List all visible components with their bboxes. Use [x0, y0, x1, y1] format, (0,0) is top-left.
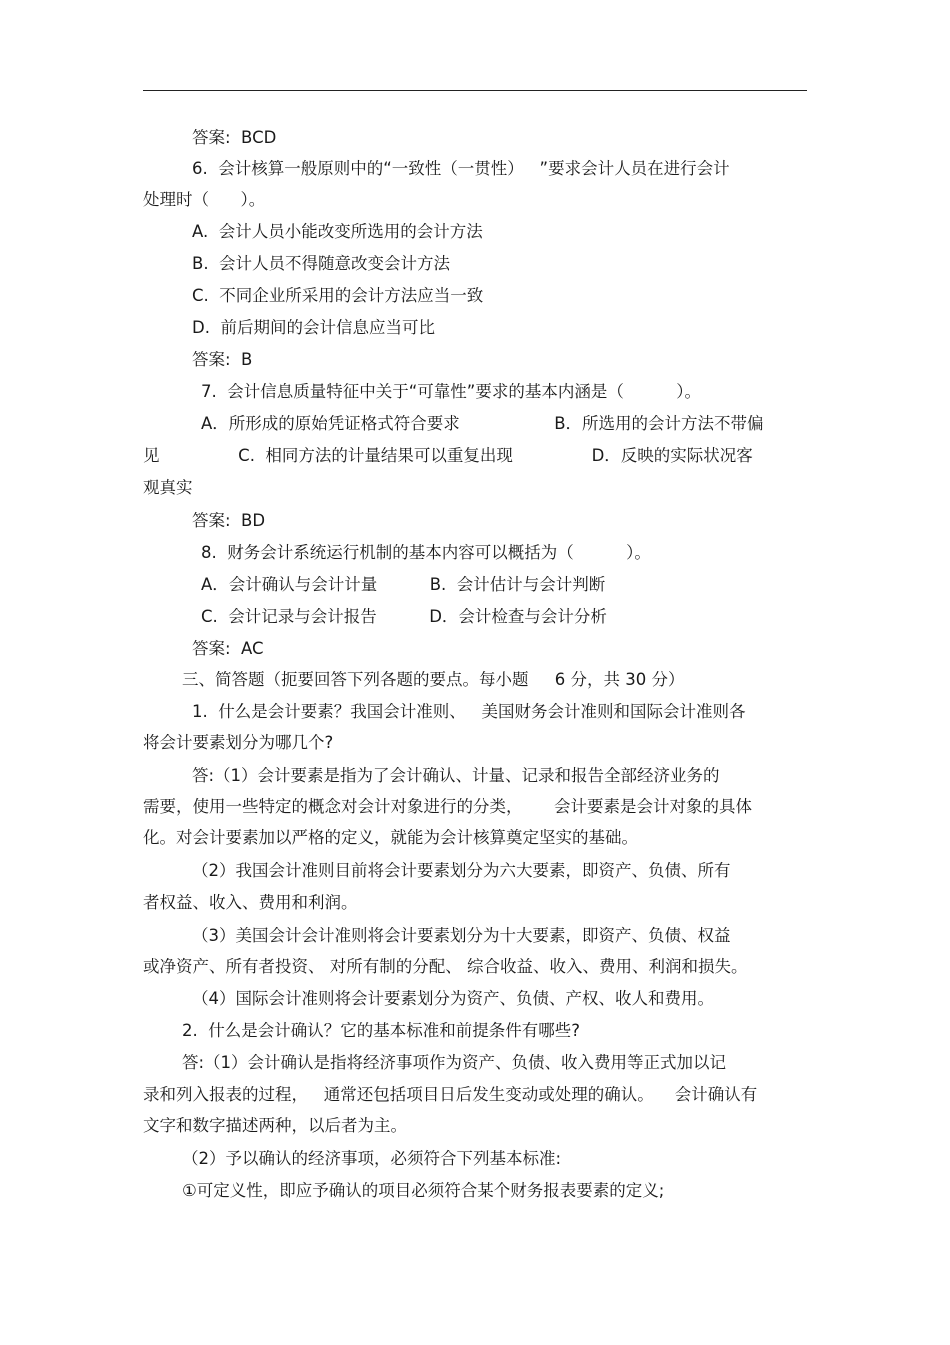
option-line: 见 C. 相同方法的计量结果可以重复出现 D．反映的实际状况客 — [143, 446, 753, 465]
answer-paragraph-line: 者权益、收入、费用和利润。 — [143, 893, 358, 912]
option-line: 观真实 — [143, 478, 193, 497]
option-line: D. 前后期间的会计信息应当可比 — [192, 318, 435, 337]
answer-paragraph-line: （4）国际会计准则将会计要素划分为资产、负债、产权、收人和费用。 — [192, 989, 714, 1008]
answer-paragraph-line: 需要，使用一些特定的概念对会计对象进行的分类， 会计要素是会计对象的具体 — [143, 797, 752, 816]
answer-paragraph-line: （3）美国会计会计准则将会计要素划分为十大要素，即资产、负债、权益 — [192, 926, 731, 945]
answer-paragraph-line: 录和列入报表的过程， 通常还包括项目日后发生变动或处理的确认。 会计确认有 — [143, 1085, 758, 1104]
question-line: 2. 什么是会计确认？它的基本标准和前提条件有哪些? — [182, 1021, 580, 1040]
question-6-line-2: 处理时（ ）。 — [143, 190, 266, 209]
question-line: 将会计要素划分为哪几个? — [143, 733, 334, 752]
option-line: A．所形成的原始凭证格式符合要求 B．所选用的会计方法不带偏 — [201, 414, 764, 433]
answer-paragraph-line: 文字和数字描述两种，以后者为主。 — [143, 1116, 407, 1135]
answer-paragraph-line: 或净资产、所有者投资、 对所有制的分配、 综合收益、收入、费用、利润和损失。 — [143, 957, 748, 976]
question-line: 1. 什么是会计要素？我国会计准则、 美国财务会计准则和国际会计准则各 — [192, 702, 746, 721]
answer-line: 答案: BD — [192, 511, 266, 530]
question-6-line-1: 6. 会计核算一般原则中的“一致性（一贯性） ”要求会计人员在进行会计 — [192, 159, 730, 178]
option-line: B. 会计人员不得随意改变会计方法 — [192, 254, 451, 273]
answer-paragraph-line: 答:（1）会计确认是指将经济事项作为资产、负债、收入费用等正式加以记 — [182, 1053, 727, 1072]
answer-paragraph-line: ①可定义性，即应予确认的项目必须符合某个财务报表要素的定义; — [182, 1181, 665, 1200]
answer-line: 答案: B — [192, 350, 253, 369]
answer-line: 答案: AC — [192, 639, 264, 658]
answer-paragraph-line: 答:（1）会计要素是指为了会计确认、计量、记录和报告全部经济业务的 — [192, 766, 720, 785]
answer-paragraph-line: （2）予以确认的经济事项，必须符合下列基本标准: — [182, 1149, 562, 1168]
option-line: A．会计确认与会计计量 B. 会计估计与会计判断 — [201, 575, 606, 594]
question-7-line: 7. 会计信息质量特征中关于“可靠性”要求的基本内涵是（ ）。 — [201, 382, 702, 401]
question-8-line: 8. 财务会计系统运行机制的基本内容可以概括为（ ）。 — [201, 543, 651, 562]
header-rule — [143, 90, 807, 91]
answer-line: 答案: BCD — [192, 128, 277, 147]
option-line: A. 会计人员小能改变所选用的会计方法 — [192, 222, 483, 241]
answer-paragraph-line: （2）我国会计准则目前将会计要素划分为六大要素，即资产、负债、所有 — [192, 861, 731, 880]
option-line: C. 不同企业所采用的会计方法应当一致 — [192, 286, 484, 305]
option-line: C. 会计记录与会计报告 D．会计检查与会计分析 — [201, 607, 607, 626]
answer-paragraph-line: 化。对会计要素加以严格的定义，就能为会计核算奠定坚实的基础。 — [143, 828, 638, 847]
section-heading: 三、简答题（扼要回答下列各题的要点。每小题 6 分，共 30 分） — [182, 670, 685, 689]
